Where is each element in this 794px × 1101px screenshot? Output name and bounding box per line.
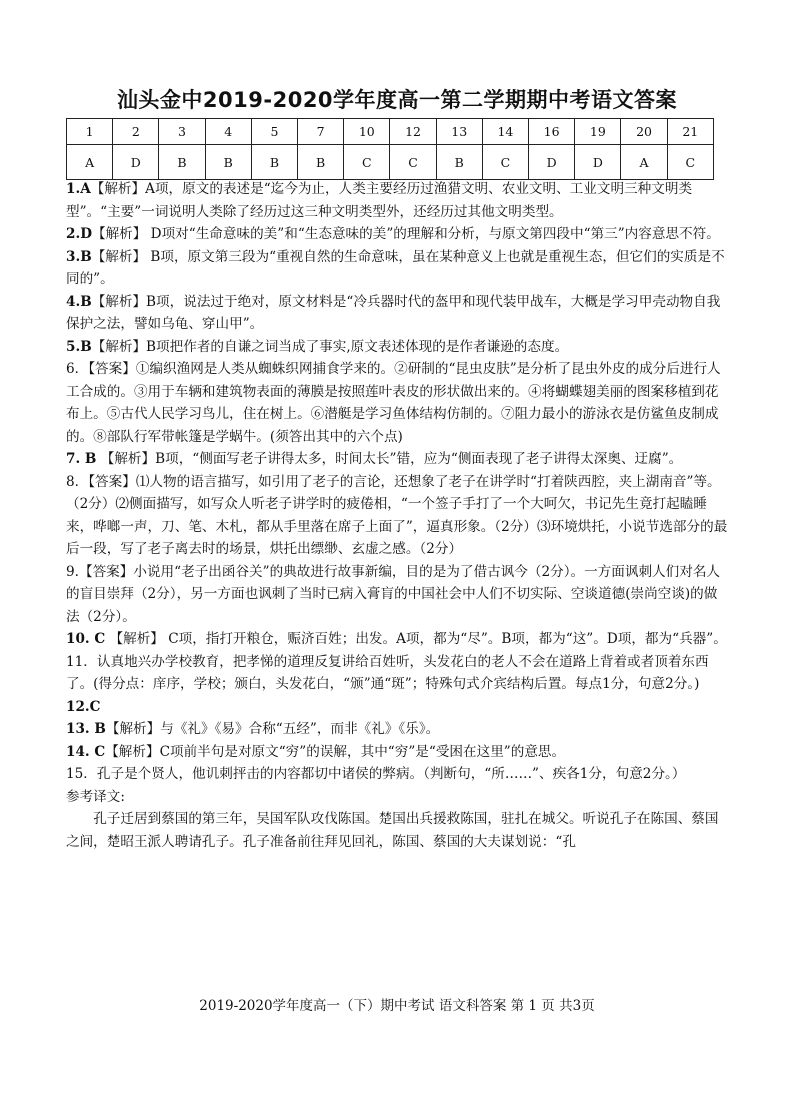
answer-letter-cell: C — [482, 145, 528, 180]
answer-item-text: 6．【答案】①编织渔网是人类从蜘蛛织网捕食学来的。②研制的“昆虫皮肤”是分析了昆虫外皮的成分后进行人工合成的。③用于车辆和建筑物表面的薄膜是按照莲叶表皮的形状做出来的。④将蝴蝶翅美丽的图案移植到花布上。⑤古代人民学习鸟儿，住在树上。⑥潜艇是学习鱼体结构仿制的。⑦阻力最小的游泳衣是仿鲨鱼皮制成的。⑧部队行军带帐篷是学蜗牛。(须答出其中的六个点) — [66, 361, 721, 445]
answer-item — [66, 358, 728, 448]
answer-letter-cell: B — [205, 145, 251, 180]
answer-letter-cell: C — [344, 145, 390, 180]
answer-item-text: 9.【答案】小说用“老子出函谷关”的典故进行故事新编，目的是为了借古讽今（2分）。一方面讽刺人们对名人的盲目崇拜（2分），另一方面也讽刺了当时已病入膏肓的中国社会中人们不切实际、空谈道德(崇尚空谈)的做法（2分）。 — [66, 563, 721, 625]
question-number-cell: 7 — [298, 119, 344, 145]
answer-letter-cell: D — [529, 145, 575, 180]
answer-letter-cell: B — [159, 145, 205, 180]
page-title: 汕头金中2019-2020学年度高一第二学期期中考语文答案 — [116, 88, 678, 112]
answer-item-number: 3.B — [66, 248, 92, 265]
answer-item-text: 8．【答案】⑴人物的语言描写，如引用了老子的言论，还想象了老子在讲学时“打着陕西腔，夹上湖南音”等。（2分）⑵侧面描写，如写众人听老子讲学时的疲倦相，“一个签子手打了一个大呵欠，书记先生竟打起瞌睡来，哗啷一声，刀、笔、木札，都从手里落在席子上面了”，逼真形象。（2分）⑶环境烘托，小说节选部分的最后一段，写了老子离去时的场景，烘托出缥缈、玄虚之感。（2分） — [66, 473, 728, 557]
answer-item — [66, 763, 728, 786]
question-number-cell: 10 — [344, 119, 390, 145]
answer-item — [66, 448, 728, 471]
answer-item — [66, 336, 728, 359]
answer-item — [66, 718, 728, 741]
answer-item — [66, 696, 728, 719]
reference-translation-label: 参考译文: — [66, 788, 125, 805]
answer-items-list — [66, 178, 728, 786]
question-number-cell: 21 — [667, 119, 713, 145]
answer-item-number: 7. B — [66, 451, 97, 467]
question-number-cell: 4 — [205, 119, 251, 145]
answer-explanations — [66, 178, 728, 853]
question-number-row — [67, 119, 714, 145]
answer-item-number: 2.D — [66, 226, 92, 242]
answer-item-number: 12.C — [66, 698, 101, 715]
answer-item-text: 【解析】 B项，原文第三段为“重视自然的生命意味，虽在某种意义上也就是重视生态，但它们的实质是不同的”。 — [66, 248, 725, 287]
answer-letter-row — [67, 145, 714, 180]
question-number-cell: 3 — [159, 119, 205, 145]
answer-item-number: 13. B — [66, 721, 106, 737]
answer-item — [66, 246, 728, 291]
answer-letter-cell: A — [621, 145, 667, 180]
answer-letter-cell: B — [251, 145, 297, 180]
answer-item-number: 14. C — [66, 743, 106, 760]
answer-table — [66, 118, 714, 180]
answer-item-text: 15．孔子是个贤人，他讥刺抨击的内容都切中诸侯的弊病。（判断句，“所……”、疾各1分，句意2分。） — [66, 766, 686, 782]
reference-translation-text: 孔子迁居到蔡国的第三年，吴国军队攻伐陈国。楚国出兵援救陈国，驻扎在城父。听说孔子在陈国、蔡国之间，楚昭王派人聘请孔子。孔子准备前往拜见回礼，陈国、蔡国的大夫谋划说：“孔 — [66, 811, 719, 850]
question-number-cell: 5 — [251, 119, 297, 145]
question-number-cell: 2 — [113, 119, 159, 145]
answer-letter-cell: B — [298, 145, 344, 180]
answer-letter-cell: D — [575, 145, 621, 180]
answer-item — [66, 471, 728, 561]
answer-letter-cell: D — [113, 145, 159, 180]
question-number-cell: 16 — [529, 119, 575, 145]
answer-item — [66, 223, 728, 246]
answer-item-text: 【解析】B项，说法过于绝对，原文材料是“冷兵器时代的盔甲和现代装甲战车，大概是学习甲壳动物自我保护之法，譬如乌龟、穿山甲”。 — [66, 293, 721, 332]
answer-item-text: 【解析】B项把作者的自谦之词当成了事实,原文表述体现的是作者谦逊的态度。 — [91, 338, 569, 355]
answer-item-text: 【解析】 C项，指打开粮仓，赈济百姓；出发。A项，都为“尽”。B项，都为“这”。D项，都为“兵器”。 — [105, 631, 727, 647]
answer-item-text: 【解析】与《礼》《易》合称“五经”，而非《礼》《乐》。 — [105, 721, 440, 737]
page-footer: 2019-2020学年度高一（下）期中考试 语文科答案 第 1 页 共3页 — [199, 998, 595, 1014]
answer-letter-cell: B — [436, 145, 482, 180]
answer-item-number: 5.B — [66, 338, 92, 355]
answer-item — [66, 561, 728, 629]
answer-letter-cell: C — [390, 145, 436, 180]
answer-letter-cell: A — [67, 145, 113, 180]
answer-item-number: 4.B — [66, 293, 92, 310]
answer-item-text: 【解析】C项前半句是对原文“穷”的误解，其中“穷”是“受困在这里”的意思。 — [105, 743, 566, 760]
answer-item — [66, 651, 728, 696]
answer-item — [66, 628, 728, 651]
question-number-cell: 14 — [482, 119, 528, 145]
question-number-cell: 19 — [575, 119, 621, 145]
answer-item-text: 【解析】A项，原文的表述是“迄今为止，人类主要经历过渔猎文明、农业文明、工业文明三种文明类型”。“主要”一词说明人类除了经历过这三种文明类型外，还经历过其他文明类型。 — [66, 181, 693, 220]
answer-item-text: 【解析】 D项对“生命意味的美”和“生态意味的美”的理解和分析，与原文第四段中“第三”内容意思不符。 — [91, 226, 720, 242]
answer-item-text: 11．认真地兴办学校教育，把孝悌的道理反复讲给百姓听，头发花白的老人不会在道路上背着或者顶着东西了。(得分点：庠序，学校；颁白，头发花白，“颁”通“斑”；特殊句式介宾结构后置。每点1分，句意2分。) — [66, 653, 709, 692]
question-number-cell: 12 — [390, 119, 436, 145]
question-number-cell: 13 — [436, 119, 482, 145]
answer-item — [66, 741, 728, 764]
answer-letter-cell: C — [667, 145, 713, 180]
answer-item — [66, 178, 728, 223]
answer-item-number: 10. C — [66, 631, 106, 647]
question-number-cell: 20 — [621, 119, 667, 145]
answer-item — [66, 291, 728, 336]
answer-item-number: 1.A — [66, 181, 91, 197]
answer-item-text: 【解析】B项，“侧面写老子讲得太多，时间太长”错，应为“侧面表现了老子讲得太深奥、迂腐”。 — [96, 451, 683, 467]
question-number-cell: 1 — [67, 119, 113, 145]
